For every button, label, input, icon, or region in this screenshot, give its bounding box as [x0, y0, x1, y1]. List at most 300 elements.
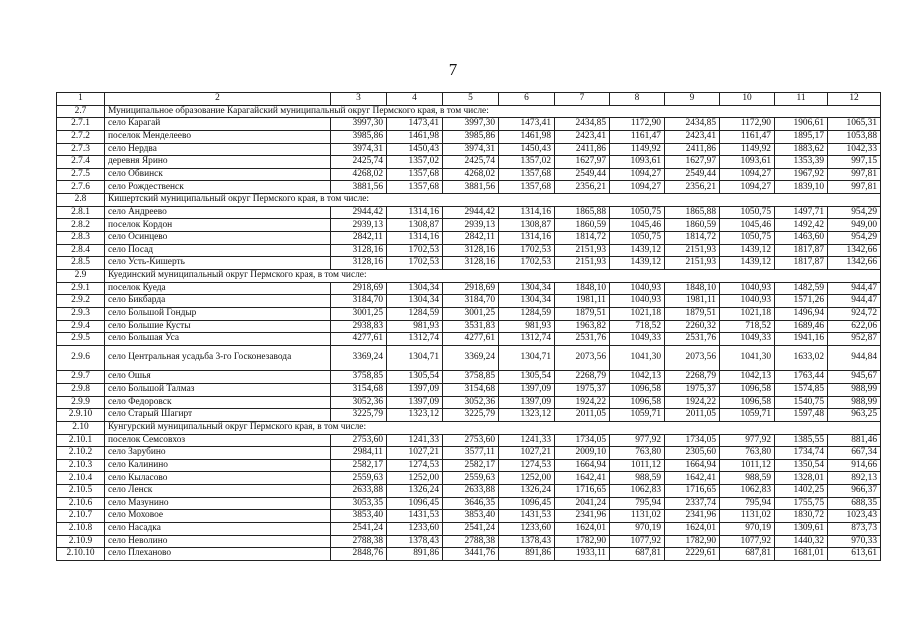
table-row	[57, 206, 881, 219]
row-code: 2.9.8	[57, 383, 105, 396]
table-row	[57, 307, 881, 320]
settlement-name: село Насадка	[105, 523, 331, 536]
value-cell: 3758,85	[331, 371, 387, 384]
header-cell: 4	[387, 93, 443, 106]
value-cell: 688,35	[828, 497, 881, 510]
row-code: 2.7.4	[57, 156, 105, 169]
value-cell: 1233,60	[387, 523, 443, 536]
settlement-name: село Рождественск	[105, 181, 331, 194]
value-cell: 1461,98	[499, 130, 555, 143]
settlement-name: село Ленск	[105, 485, 331, 498]
table-row	[57, 118, 881, 131]
header-cell: 1	[57, 93, 105, 106]
value-cell: 981,93	[499, 320, 555, 333]
value-cell: 2411,86	[555, 143, 610, 156]
value-cell: 1702,53	[499, 244, 555, 257]
value-cell: 2848,76	[331, 548, 387, 561]
value-cell: 1040,93	[720, 295, 775, 308]
value-cell: 667,34	[828, 447, 881, 460]
value-cell: 1755,75	[775, 497, 828, 510]
value-cell: 1305,54	[387, 371, 443, 384]
value-cell: 2984,11	[331, 447, 387, 460]
value-cell: 952,87	[828, 333, 881, 346]
table-row	[57, 497, 881, 510]
value-cell: 2260,32	[665, 320, 720, 333]
row-code: 2.9.2	[57, 295, 105, 308]
row-code: 2.9.4	[57, 320, 105, 333]
value-cell: 2337,74	[665, 497, 720, 510]
value-cell: 2434,85	[555, 118, 610, 131]
value-cell: 1342,66	[828, 244, 881, 257]
table-row	[57, 409, 881, 422]
value-cell: 1065,31	[828, 118, 881, 131]
value-cell: 1734,05	[665, 434, 720, 447]
value-cell: 1496,94	[775, 307, 828, 320]
value-cell: 1385,55	[775, 434, 828, 447]
value-cell: 795,94	[610, 497, 665, 510]
value-cell: 1571,26	[775, 295, 828, 308]
row-code: 2.10.10	[57, 548, 105, 561]
value-cell: 1096,45	[387, 497, 443, 510]
value-cell: 2073,56	[665, 345, 720, 371]
value-cell: 1627,97	[665, 156, 720, 169]
value-cell: 1450,43	[499, 143, 555, 156]
value-cell: 2011,05	[665, 409, 720, 422]
table-row	[57, 396, 881, 409]
value-cell: 1357,68	[499, 168, 555, 181]
value-cell: 1848,10	[555, 282, 610, 295]
value-cell: 1023,43	[828, 510, 881, 523]
value-cell: 1161,47	[610, 130, 665, 143]
value-cell: 1397,09	[499, 383, 555, 396]
value-cell: 3001,25	[331, 307, 387, 320]
table-row	[57, 130, 881, 143]
value-cell: 3853,40	[331, 510, 387, 523]
value-cell: 3441,76	[443, 548, 499, 561]
value-cell: 1860,59	[665, 219, 720, 232]
value-cell: 2151,93	[555, 257, 610, 270]
header-cell: 12	[828, 93, 881, 106]
value-cell: 1314,16	[499, 206, 555, 219]
value-cell: 1906,61	[775, 118, 828, 131]
value-cell: 3577,11	[443, 447, 499, 460]
value-cell: 1314,16	[387, 206, 443, 219]
value-cell: 1062,83	[610, 485, 665, 498]
value-cell: 1782,90	[665, 535, 720, 548]
row-code: 2.10.8	[57, 523, 105, 536]
value-cell: 1050,75	[610, 206, 665, 219]
settlement-name: село Андреево	[105, 206, 331, 219]
row-code: 2.8.2	[57, 219, 105, 232]
value-cell: 1431,53	[387, 510, 443, 523]
value-cell: 1093,61	[720, 156, 775, 169]
row-code: 2.9.5	[57, 333, 105, 346]
value-cell: 1963,82	[555, 320, 610, 333]
value-cell: 1094,27	[720, 181, 775, 194]
value-cell: 892,13	[828, 472, 881, 485]
value-cell: 3369,24	[331, 345, 387, 371]
value-cell: 3184,70	[443, 295, 499, 308]
value-cell: 1378,43	[387, 535, 443, 548]
value-cell: 1642,41	[555, 472, 610, 485]
value-cell: 1461,98	[387, 130, 443, 143]
value-cell: 1924,22	[665, 396, 720, 409]
value-cell: 2425,74	[331, 156, 387, 169]
value-cell: 3128,16	[443, 244, 499, 257]
value-cell: 2582,17	[443, 459, 499, 472]
tariff-table	[56, 92, 881, 561]
row-code: 2.10.6	[57, 497, 105, 510]
value-cell: 1040,93	[610, 295, 665, 308]
value-cell: 1096,58	[610, 396, 665, 409]
value-cell: 914,66	[828, 459, 881, 472]
value-cell: 1172,90	[610, 118, 665, 131]
value-cell: 2356,21	[555, 181, 610, 194]
value-cell: 2356,21	[665, 181, 720, 194]
value-cell: 2229,61	[665, 548, 720, 561]
value-cell: 3128,16	[443, 257, 499, 270]
value-cell: 2938,83	[331, 320, 387, 333]
value-cell: 1274,53	[499, 459, 555, 472]
value-cell: 891,86	[387, 548, 443, 561]
settlement-name: село Ошья	[105, 371, 331, 384]
value-cell: 3184,70	[331, 295, 387, 308]
value-cell: 1883,62	[775, 143, 828, 156]
value-cell: 718,52	[720, 320, 775, 333]
table-row	[57, 447, 881, 460]
value-cell: 981,93	[387, 320, 443, 333]
table-row	[57, 181, 881, 194]
value-cell: 1304,34	[387, 282, 443, 295]
value-cell: 1274,53	[387, 459, 443, 472]
page-number: 7	[448, 60, 458, 79]
section-title: Муниципальное образование Карагайский муниципальный округ Пермского края, в том числе:	[105, 105, 881, 118]
table-row	[57, 472, 881, 485]
value-cell: 1353,39	[775, 156, 828, 169]
section-row	[57, 194, 881, 207]
value-cell: 873,73	[828, 523, 881, 536]
value-cell: 1350,54	[775, 459, 828, 472]
value-cell: 1050,75	[720, 232, 775, 245]
value-cell: 2842,11	[443, 232, 499, 245]
value-cell: 1077,92	[610, 535, 665, 548]
settlement-name: село Большой Гондыр	[105, 307, 331, 320]
value-cell: 988,99	[828, 383, 881, 396]
row-code: 2.8.4	[57, 244, 105, 257]
value-cell: 1624,01	[555, 523, 610, 536]
value-cell: 3225,79	[443, 409, 499, 422]
table-row	[57, 244, 881, 257]
value-cell: 1312,74	[387, 333, 443, 346]
value-cell: 1021,18	[610, 307, 665, 320]
value-cell: 1941,16	[775, 333, 828, 346]
section-code: 2.9	[57, 269, 105, 282]
section-code: 2.8	[57, 194, 105, 207]
row-code: 2.9.7	[57, 371, 105, 384]
value-cell: 1304,34	[499, 295, 555, 308]
value-cell: 3881,56	[443, 181, 499, 194]
value-cell: 2559,63	[443, 472, 499, 485]
value-cell: 1312,74	[499, 333, 555, 346]
table-row	[57, 383, 881, 396]
settlement-name: село Усть-Кишерть	[105, 257, 331, 270]
value-cell: 2541,24	[443, 523, 499, 536]
value-cell: 1323,12	[499, 409, 555, 422]
value-cell: 944,47	[828, 282, 881, 295]
value-cell: 1895,17	[775, 130, 828, 143]
value-cell: 1241,33	[499, 434, 555, 447]
value-cell: 1879,51	[665, 307, 720, 320]
settlement-name: село Карагай	[105, 118, 331, 131]
row-code: 2.10.4	[57, 472, 105, 485]
value-cell: 3128,16	[331, 257, 387, 270]
value-cell: 3053,35	[331, 497, 387, 510]
value-cell: 1045,46	[610, 219, 665, 232]
table-row	[57, 282, 881, 295]
value-cell: 3154,68	[331, 383, 387, 396]
table-row	[57, 295, 881, 308]
value-cell: 1314,16	[499, 232, 555, 245]
settlement-name: село Плеханово	[105, 548, 331, 561]
value-cell: 1860,59	[555, 219, 610, 232]
value-cell: 2151,93	[555, 244, 610, 257]
value-cell: 1049,33	[720, 333, 775, 346]
value-cell: 1308,87	[499, 219, 555, 232]
row-code: 2.9.3	[57, 307, 105, 320]
value-cell: 891,86	[499, 548, 555, 561]
value-cell: 1439,12	[720, 257, 775, 270]
table-row	[57, 320, 881, 333]
value-cell: 687,81	[720, 548, 775, 561]
value-cell: 1482,59	[775, 282, 828, 295]
value-cell: 687,81	[610, 548, 665, 561]
value-cell: 1378,43	[499, 535, 555, 548]
value-cell: 1782,90	[555, 535, 610, 548]
value-cell: 1817,87	[775, 244, 828, 257]
value-cell: 1149,92	[610, 143, 665, 156]
value-cell: 988,99	[828, 396, 881, 409]
value-cell: 954,29	[828, 232, 881, 245]
value-cell: 1865,88	[555, 206, 610, 219]
value-cell: 966,37	[828, 485, 881, 498]
row-code: 2.9.6	[57, 345, 105, 371]
value-cell: 1702,53	[387, 244, 443, 257]
value-cell: 997,81	[828, 168, 881, 181]
value-cell: 2009,10	[555, 447, 610, 460]
table-row	[57, 459, 881, 472]
value-cell: 3997,30	[331, 118, 387, 131]
value-cell: 2073,56	[555, 345, 610, 371]
table-row	[57, 232, 881, 245]
value-cell: 2041,24	[555, 497, 610, 510]
value-cell: 2939,13	[331, 219, 387, 232]
value-cell: 1702,53	[387, 257, 443, 270]
value-cell: 970,33	[828, 535, 881, 548]
value-cell: 2423,41	[555, 130, 610, 143]
value-cell: 1689,46	[775, 320, 828, 333]
value-cell: 1161,47	[720, 130, 775, 143]
value-cell: 1172,90	[720, 118, 775, 131]
section-title: Кишертский муниципальный округ Пермского края, в том числе:	[105, 194, 881, 207]
value-cell: 763,80	[610, 447, 665, 460]
table-body	[57, 93, 881, 561]
value-cell: 2434,85	[665, 118, 720, 131]
header-cell: 9	[665, 93, 720, 106]
value-cell: 1839,10	[775, 181, 828, 194]
value-cell: 1681,01	[775, 548, 828, 561]
value-cell: 970,19	[610, 523, 665, 536]
value-cell: 1716,65	[555, 485, 610, 498]
table-row	[57, 143, 881, 156]
value-cell: 3758,85	[443, 371, 499, 384]
value-cell: 1096,58	[720, 396, 775, 409]
value-cell: 718,52	[610, 320, 665, 333]
value-cell: 944,47	[828, 295, 881, 308]
value-cell: 970,19	[720, 523, 775, 536]
value-cell: 1053,88	[828, 130, 881, 143]
value-cell: 1817,87	[775, 257, 828, 270]
section-title: Куединский муниципальный округ Пермского края, в том числе:	[105, 269, 881, 282]
row-code: 2.10.5	[57, 485, 105, 498]
value-cell: 1967,92	[775, 168, 828, 181]
settlement-name: село Осинцево	[105, 232, 331, 245]
settlement-name: село Моховое	[105, 510, 331, 523]
value-cell: 1041,30	[610, 345, 665, 371]
value-cell: 1981,11	[665, 295, 720, 308]
table-row	[57, 510, 881, 523]
header-cell: 5	[443, 93, 499, 106]
header-cell: 8	[610, 93, 665, 106]
value-cell: 3225,79	[331, 409, 387, 422]
value-cell: 2918,69	[443, 282, 499, 295]
value-cell: 2268,79	[555, 371, 610, 384]
header-cell: 10	[720, 93, 775, 106]
value-cell: 1440,32	[775, 535, 828, 548]
value-cell: 1284,59	[499, 307, 555, 320]
row-code: 2.8.3	[57, 232, 105, 245]
row-code: 2.10.2	[57, 447, 105, 460]
value-cell: 2549,44	[665, 168, 720, 181]
value-cell: 3128,16	[331, 244, 387, 257]
value-cell: 3369,24	[443, 345, 499, 371]
value-cell: 2549,44	[555, 168, 610, 181]
value-cell: 1042,13	[610, 371, 665, 384]
value-cell: 1131,02	[610, 510, 665, 523]
value-cell: 3001,25	[443, 307, 499, 320]
row-code: 2.9.9	[57, 396, 105, 409]
value-cell: 2531,76	[555, 333, 610, 346]
settlement-name: поселок Семсовхоз	[105, 434, 331, 447]
settlement-name: село Большие Кусты	[105, 320, 331, 333]
value-cell: 1045,46	[720, 219, 775, 232]
value-cell: 3985,86	[443, 130, 499, 143]
value-cell: 1328,01	[775, 472, 828, 485]
value-cell: 1933,11	[555, 548, 610, 561]
settlement-name: село Мазунино	[105, 497, 331, 510]
row-code: 2.7.3	[57, 143, 105, 156]
value-cell: 949,00	[828, 219, 881, 232]
value-cell: 795,94	[720, 497, 775, 510]
section-code: 2.10	[57, 421, 105, 434]
value-cell: 1492,42	[775, 219, 828, 232]
table-row	[57, 156, 881, 169]
value-cell: 945,67	[828, 371, 881, 384]
settlement-name: село Большой Талмаз	[105, 383, 331, 396]
row-code: 2.7.1	[57, 118, 105, 131]
value-cell: 2411,86	[665, 143, 720, 156]
value-cell: 1597,48	[775, 409, 828, 422]
value-cell: 3052,36	[443, 396, 499, 409]
value-cell: 2305,60	[665, 447, 720, 460]
value-cell: 1042,13	[720, 371, 775, 384]
value-cell: 1734,05	[555, 434, 610, 447]
value-cell: 1041,30	[720, 345, 775, 371]
value-cell: 1314,16	[387, 232, 443, 245]
value-cell: 4277,61	[443, 333, 499, 346]
value-cell: 3853,40	[443, 510, 499, 523]
table-row	[57, 345, 881, 371]
value-cell: 2753,60	[443, 434, 499, 447]
value-cell: 3531,83	[443, 320, 499, 333]
value-cell: 3052,36	[331, 396, 387, 409]
value-cell: 977,92	[720, 434, 775, 447]
value-cell: 1357,68	[387, 168, 443, 181]
value-cell: 1062,83	[720, 485, 775, 498]
table-row	[57, 535, 881, 548]
header-cell: 3	[331, 93, 387, 106]
header-cell: 2	[105, 93, 331, 106]
value-cell: 1342,66	[828, 257, 881, 270]
value-cell: 4268,02	[331, 168, 387, 181]
value-cell: 1042,33	[828, 143, 881, 156]
section-row	[57, 105, 881, 118]
value-cell: 622,06	[828, 320, 881, 333]
value-cell: 1094,27	[610, 181, 665, 194]
table-row	[57, 333, 881, 346]
table-row	[57, 485, 881, 498]
settlement-name: село Старый Шагирт	[105, 409, 331, 422]
value-cell: 1233,60	[499, 523, 555, 536]
table-row	[57, 219, 881, 232]
column-number-row	[57, 93, 881, 106]
value-cell: 2541,24	[331, 523, 387, 536]
value-cell: 1096,58	[610, 383, 665, 396]
value-cell: 4277,61	[331, 333, 387, 346]
value-cell: 1326,24	[387, 485, 443, 498]
value-cell: 988,59	[720, 472, 775, 485]
value-cell: 1027,21	[387, 447, 443, 460]
settlement-name: село Федоровск	[105, 396, 331, 409]
settlement-name: село Центральная усадьба 3-го Госконезавода	[105, 345, 331, 371]
value-cell: 1304,71	[387, 345, 443, 371]
row-code: 2.7.6	[57, 181, 105, 194]
value-cell: 1357,68	[387, 181, 443, 194]
settlement-name: село Зарубино	[105, 447, 331, 460]
value-cell: 3646,35	[443, 497, 499, 510]
value-cell: 3974,31	[443, 143, 499, 156]
value-cell: 1094,27	[610, 168, 665, 181]
settlement-name: село Нердва	[105, 143, 331, 156]
row-code: 2.8.5	[57, 257, 105, 270]
value-cell: 1402,25	[775, 485, 828, 498]
value-cell: 2633,88	[443, 485, 499, 498]
section-title: Кунгурский муниципальный округ Пермского края, в том числе:	[105, 421, 881, 434]
value-cell: 1326,24	[499, 485, 555, 498]
value-cell: 1308,87	[387, 219, 443, 232]
value-cell: 1450,43	[387, 143, 443, 156]
value-cell: 1439,12	[610, 257, 665, 270]
value-cell: 1077,92	[720, 535, 775, 548]
